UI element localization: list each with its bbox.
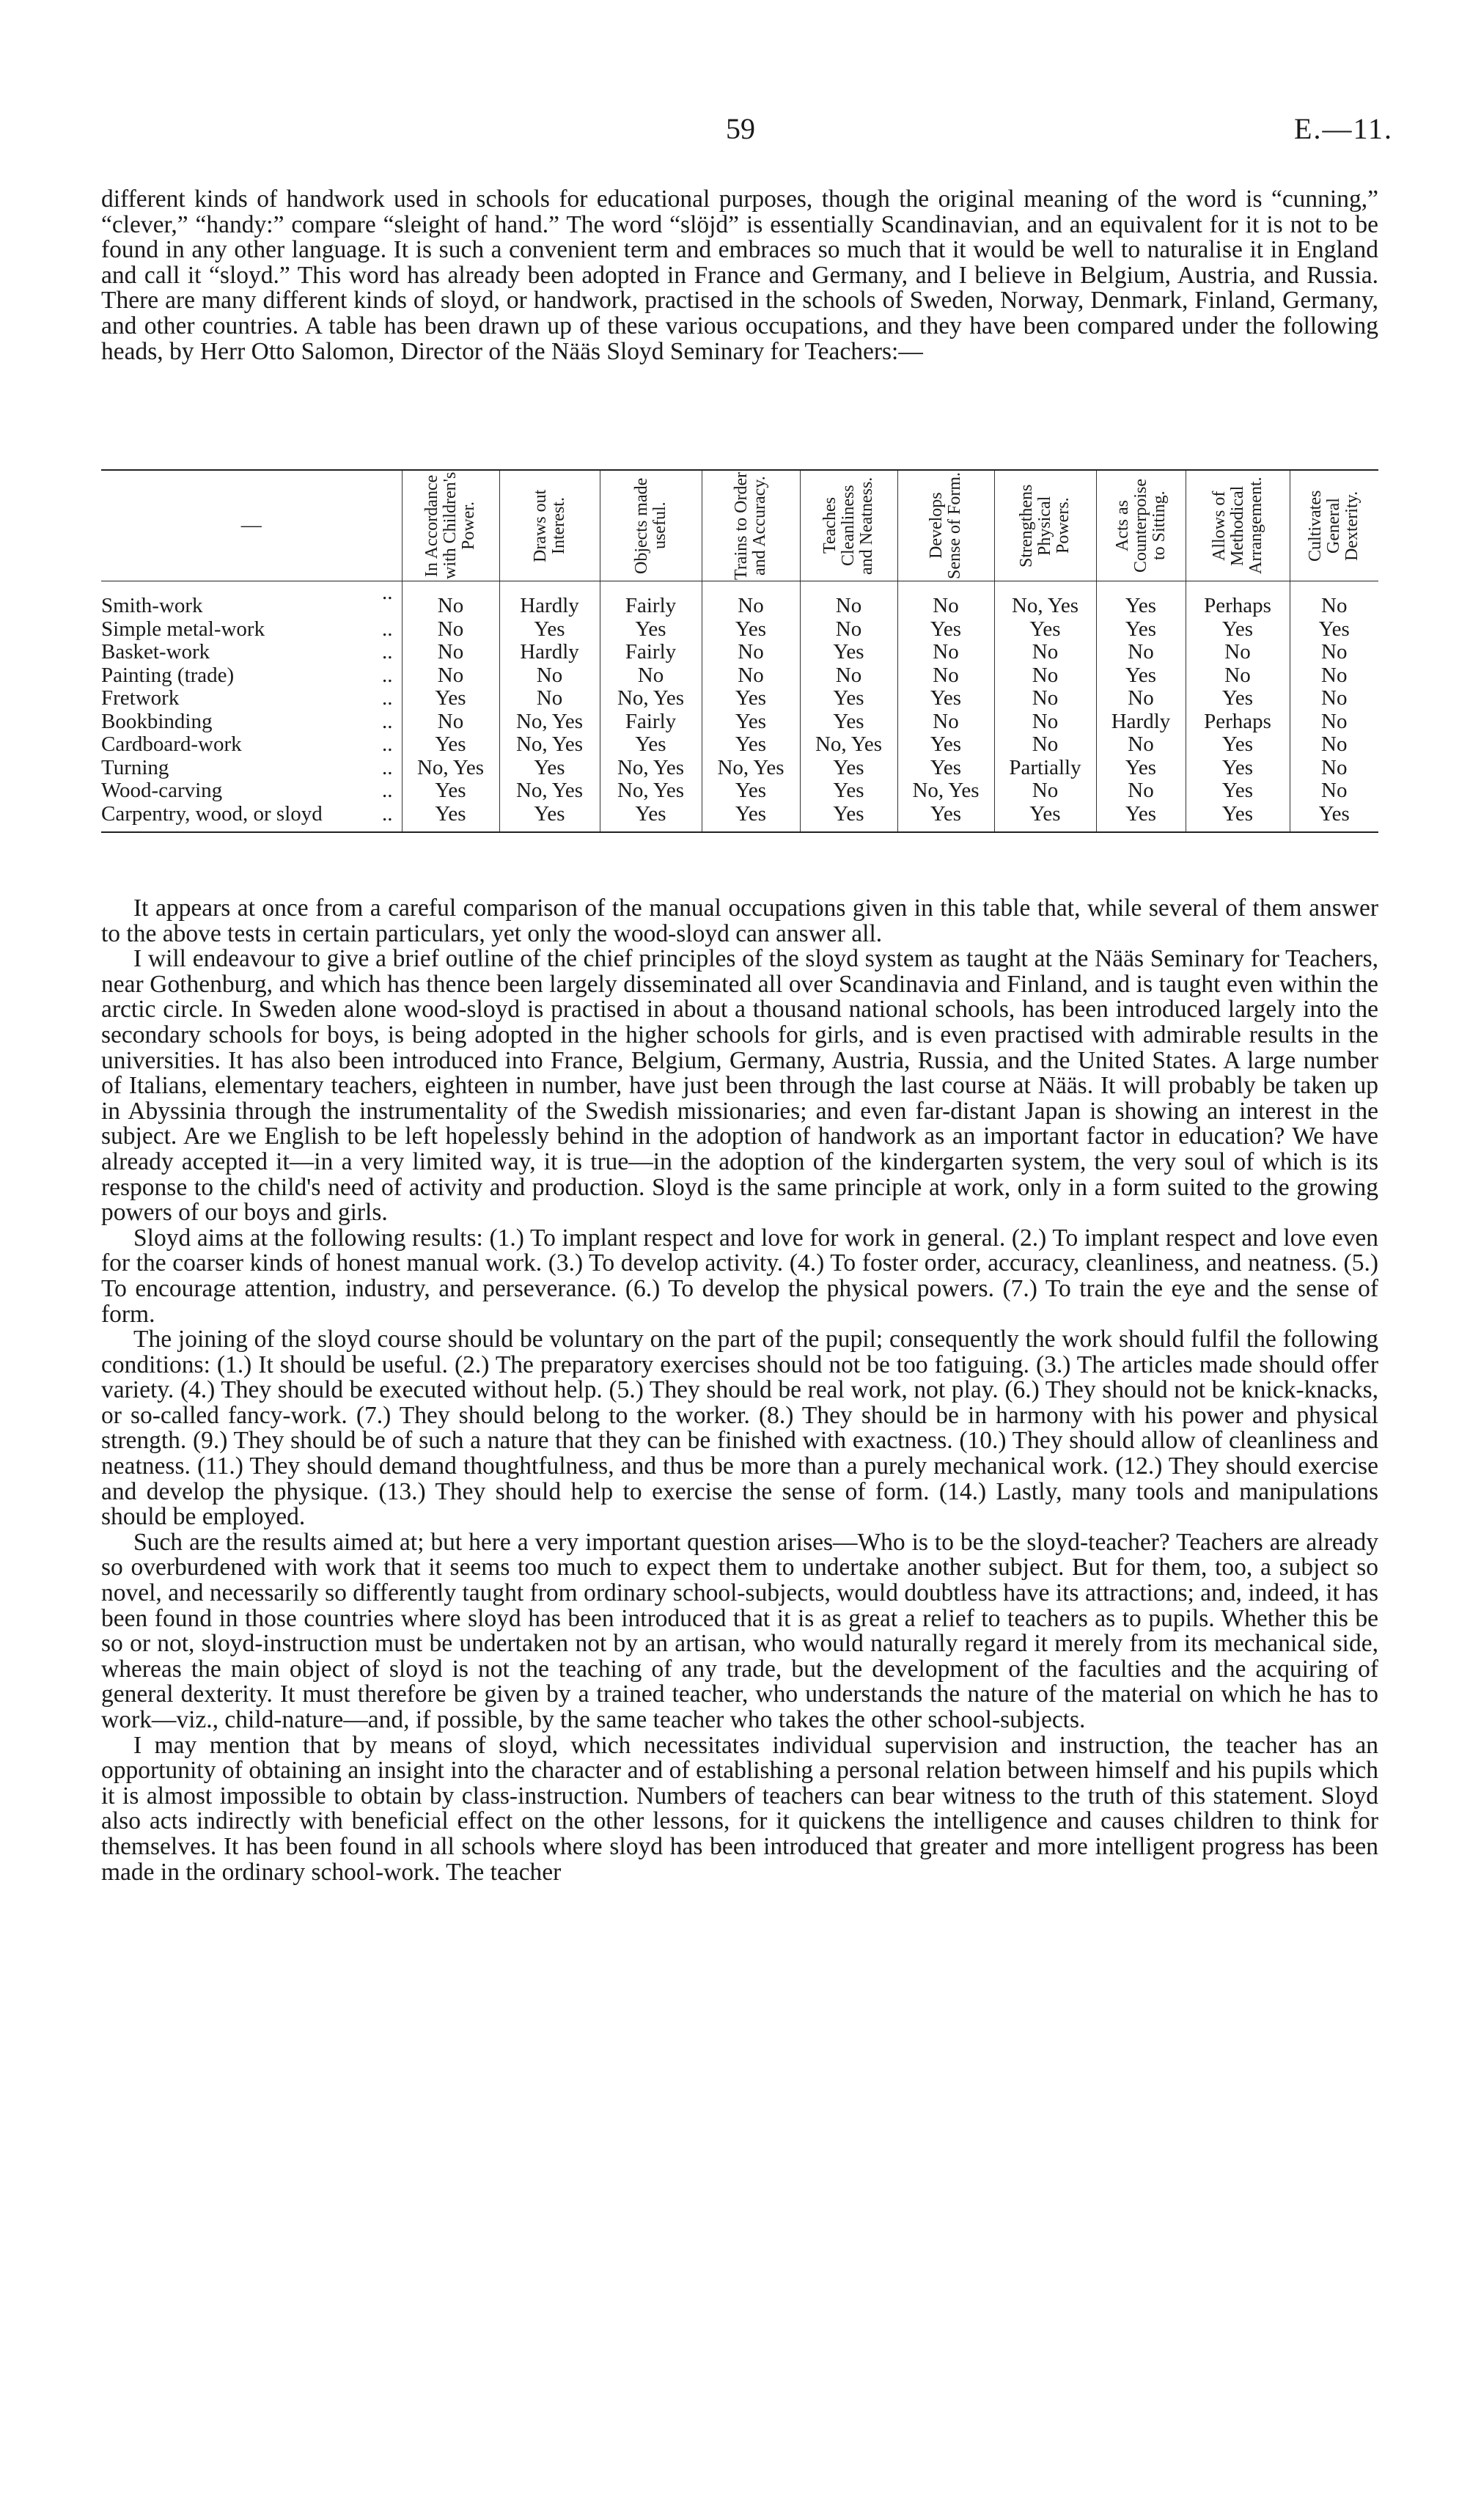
table-cell: Yes xyxy=(600,618,702,642)
row-label xyxy=(101,687,402,710)
table-cell: Yes xyxy=(600,803,702,833)
column-header-label: Objects made useful. xyxy=(631,477,669,574)
table-cell: No, Yes xyxy=(994,581,1096,618)
table-cell: Yes xyxy=(702,687,800,710)
table-cell: No xyxy=(800,618,897,642)
table-cell: No xyxy=(994,687,1096,710)
table-cell: No xyxy=(1290,664,1378,688)
table-cell: No, Yes xyxy=(499,733,600,757)
table-cell: No xyxy=(897,664,994,688)
table-row xyxy=(101,779,1378,803)
leader-dots: .. xyxy=(382,641,393,664)
table-cell: No xyxy=(994,710,1096,734)
table-cell: Yes xyxy=(994,803,1096,833)
table-row xyxy=(101,757,1378,780)
table-cell: No xyxy=(499,664,600,688)
paragraph: The joining of the sloyd course should be voluntary on the part of the pupil; consequently the work should fulfil the following conditions: (1.) It should be useful. (2.) The preparatory exercises should not be too fatiguing. (3.) The articles made should offer variety. (4.) They should be executed without help. (5.) They should be real work, not play. (6.) They should not be knick-knacks, or so-called fancy-work. (7.) They should belong to the worker. (8.) They should be in harmony with his power and physical strength. (9.) They should be of such a nature that they can be finished with exactness. (10.) They should allow of cleanliness and neatness. (11.) They should demand thoughtfulness, and thus be more than a purely mechanical work. (12.) They should exercise and develop the physique. (13.) They should help to exercise the sense of form. (14.) Lastly, many tools and manipulations should be employed. xyxy=(101,1326,1378,1531)
table-cell: No xyxy=(994,779,1096,803)
table-cell: Perhaps xyxy=(1186,710,1290,734)
table-cell: Yes xyxy=(1096,581,1186,618)
table-cell: Yes xyxy=(702,710,800,734)
table-cell: Yes xyxy=(402,733,499,757)
table-cell: No xyxy=(1290,581,1378,618)
column-header xyxy=(994,470,1096,581)
table-cell: Yes xyxy=(702,803,800,833)
paragraph: Such are the results aimed at; but here a very important question arises—Who is to be the sloyd-teacher? Teachers are already so overburdened with work that it seems too much to expect them to undertake another subject. But for them, too, a subject so novel, and necessarily so differently taught from ordinary school-subjects, would doubtless have its attractions; and, indeed, it has been found in those countries where sloyd has been introduced that it is as great a relief to teachers as to pupils. Whether this be so or not, sloyd-instruction must be undertaken not by an artisan, who would naturally regard it merely from its mechanical side, whereas the main object of sloyd is not the teaching of any trade, but the development of the faculties and the acquiring of general dexterity. It must therefore be given by a trained teacher, who understands the nature of the material on which he has to work—viz., child-nature—and, if possible, by the same teacher who takes the other school-subjects. xyxy=(101,1528,1378,1733)
table-cell: Yes xyxy=(1096,757,1186,780)
paragraph: Sloyd aims at the following results: (1.) To implant respect and love for work in general. (2.) To implant respect and love even for the coarser kinds of honest manual work. (3.) To develop activity. (4.) To foster order, accuracy, cleanliness, and neatness. (5.) To encourage attention, industry, and perseverance. (6.) To develop the physical powers. (7.) To train the eye and the sense of form. xyxy=(101,1224,1378,1328)
body-text xyxy=(101,896,1378,1885)
table-row xyxy=(101,733,1378,757)
table-cell: Yes xyxy=(1186,779,1290,803)
paragraph: I will endeavour to give a brief outline of the chief principles of the sloyd system as taught at the Nääs Seminary for Teachers, near Gothenburg, and which has thence been largely disseminated all over Scandinavia and Finland, and is taught even within the arctic circle. In Sweden alone wood-sloyd is practised in about a thousand national schools, has been introduced largely into the secondary schools for boys, is being adopted in the higher schools for girls, and is even practised with admirable results in the universities. It has also been introduced into France, Belgium, Germany, Austria, Russia, and the United States. A large number of Italians, elementary teachers, eighteen in number, have just been through the last course at Nääs. It will probably be taken up in Abyssinia through the instrumentality of the Swedish missionaries; and even far-distant Japan is showing an interest in the subject. Are we English to be left hopelessly behind in the adoption of handwork as an important factor in education? We have already accepted it—in a very limited way, it is true—in the adoption of the kindergarten system, the very soul of which is its response to the child's need of activity and production. Sloyd is the same principle at work, only in a form suited to the growing powers of our boys and girls. xyxy=(101,945,1378,1227)
table-row xyxy=(101,618,1378,642)
column-header-label: Allows of Methodical Arrangement. xyxy=(1209,477,1265,575)
table-cell: Yes xyxy=(1186,803,1290,833)
row-label xyxy=(101,710,402,734)
row-label xyxy=(101,664,402,688)
table-cell: No xyxy=(702,664,800,688)
table-cell: No, Yes xyxy=(499,710,600,734)
table-cell: No xyxy=(402,664,499,688)
table-cell: No xyxy=(1290,687,1378,710)
leader-dots: .. xyxy=(382,733,393,756)
row-label xyxy=(101,641,402,664)
table-cell: Yes xyxy=(1186,757,1290,780)
row-label xyxy=(101,733,402,757)
column-header xyxy=(897,470,994,581)
table-cell: No xyxy=(897,641,994,664)
table-cell: No xyxy=(1186,664,1290,688)
table-row xyxy=(101,687,1378,710)
table-cell: Yes xyxy=(800,641,897,664)
row-label xyxy=(101,779,402,803)
table-cell: Yes xyxy=(897,757,994,780)
table-cell: Yes xyxy=(1096,618,1186,642)
table-cell: Fairly xyxy=(600,581,702,618)
table-cell: Yes xyxy=(1290,618,1378,642)
stub-header: — xyxy=(101,470,402,581)
table-cell: No, Yes xyxy=(800,733,897,757)
row-label xyxy=(101,757,402,780)
table-row xyxy=(101,803,1378,833)
leader-dots: .. xyxy=(382,581,393,604)
table-cell: Hardly xyxy=(499,641,600,664)
row-label-text: Turning xyxy=(101,756,169,779)
table-row xyxy=(101,664,1378,688)
table-cell: No xyxy=(402,581,499,618)
table-cell: No xyxy=(800,581,897,618)
page-number: 59 xyxy=(726,112,755,145)
table-cell: Yes xyxy=(1186,733,1290,757)
column-header xyxy=(1096,470,1186,581)
table-cell: No xyxy=(1096,641,1186,664)
row-label-text: Basket-work xyxy=(101,641,210,664)
table-cell: No xyxy=(1290,757,1378,780)
table-cell: Yes xyxy=(800,779,897,803)
table-cell: No xyxy=(600,664,702,688)
table-cell: No, Yes xyxy=(600,687,702,710)
column-header-label: Draws out Interest. xyxy=(530,489,568,562)
row-label-text: Carpentry, wood, or sloyd xyxy=(101,802,323,826)
table-cell: Yes xyxy=(499,757,600,780)
column-header-label: In Accordance with Children's Power. xyxy=(422,471,478,580)
column-header-label: Teaches Cleanliness and Neatness. xyxy=(820,477,876,575)
table-cell: No xyxy=(994,641,1096,664)
table-cell: Yes xyxy=(1096,664,1186,688)
column-header xyxy=(402,470,499,581)
leader-dots: .. xyxy=(382,779,393,802)
table-cell: Yes xyxy=(800,803,897,833)
intro-text xyxy=(101,187,1378,364)
table-cell: No xyxy=(800,664,897,688)
table-cell: No, Yes xyxy=(600,779,702,803)
leader-dots: .. xyxy=(382,802,393,826)
table-cell: Yes xyxy=(897,618,994,642)
table-cell: Yes xyxy=(402,779,499,803)
table-cell: No xyxy=(897,710,994,734)
table-cell: No xyxy=(402,641,499,664)
column-header-label: Cultivates General Dexterity. xyxy=(1306,490,1362,562)
page-reference: E.—11. xyxy=(1294,112,1393,145)
column-header xyxy=(1186,470,1290,581)
table-row xyxy=(101,710,1378,734)
table-cell: No xyxy=(1290,733,1378,757)
table-cell: Yes xyxy=(702,618,800,642)
table-cell: Yes xyxy=(402,687,499,710)
table-cell: Fairly xyxy=(600,641,702,664)
table-cell: No xyxy=(1096,733,1186,757)
table-header-row xyxy=(101,470,1378,581)
paragraph: different kinds of handwork used in schools for educational purposes, though the original meaning of the word is “cunning,” “clever,” “handy:” compare “sleight of hand.” The word “slöjd” is essentially Scandinavian, and an equivalent for it is not to be found in any other language. It is such a convenient term and embraces so much that it would be well to naturalise it in England and call it “sloyd.” This word has already been adopted in France and Germany, and I believe in Belgium, Austria, and Russia. There are many different kinds of sloyd, or handwork, practised in the schools of Sweden, Norway, Denmark, Finland, Germany, and other countries. A table has been drawn up of these various occupations, and they have been compared under the following heads, by Herr Otto Salomon, Director of the Nääs Sloyd Seminary for Teachers:— xyxy=(101,185,1378,365)
column-header xyxy=(702,470,800,581)
table-cell: Hardly xyxy=(499,581,600,618)
paragraph: I may mention that by means of sloyd, which necessitates individual supervision and instruction, the teacher has an opportunity of obtaining an insight into the character and of establishing a personal relation between himself and his pupils which it is almost impossible to obtain by class-instruction. Numbers of teachers can bear witness to the truth of this statement. Sloyd also acts indirectly with beneficial effect on the other lessons, for it quickens the intelligence and causes children to think for themselves. It has been found in all schools where sloyd has been introduced that greater and more intelligent progress has been made in the ordinary school-work. The teacher xyxy=(101,1731,1378,1886)
table-cell: Yes xyxy=(600,733,702,757)
table-cell: Yes xyxy=(800,687,897,710)
table-cell: No xyxy=(499,687,600,710)
paragraph: It appears at once from a careful comparison of the manual occupations given in this table that, while several of them answer to the above tests in certain particulars, yet only the wood-sloyd can answer all. xyxy=(101,895,1378,947)
table-cell: Yes xyxy=(499,618,600,642)
row-label-text: Painting (trade) xyxy=(101,664,235,687)
table-cell: Yes xyxy=(1186,618,1290,642)
table-cell: No xyxy=(1096,779,1186,803)
table-cell: Yes xyxy=(402,803,499,833)
handwork-comparison-table xyxy=(101,469,1378,833)
table-cell: Yes xyxy=(1096,803,1186,833)
table-cell: No xyxy=(702,641,800,664)
leader-dots: .. xyxy=(382,756,393,779)
leader-dots: .. xyxy=(382,664,393,687)
row-label-text: Fretwork xyxy=(101,687,180,710)
row-label xyxy=(101,581,402,618)
column-header-label: Acts as Counterpoise to Sitting. xyxy=(1112,479,1169,573)
table-cell: No xyxy=(1096,687,1186,710)
column-header xyxy=(800,470,897,581)
table-cell: Yes xyxy=(897,687,994,710)
leader-dots: .. xyxy=(382,617,393,641)
column-header xyxy=(499,470,600,581)
column-header-label: Trains to Order and Accuracy. xyxy=(732,471,769,580)
table-cell: No xyxy=(897,581,994,618)
table-cell: No xyxy=(994,733,1096,757)
table-cell: No, Yes xyxy=(702,757,800,780)
table-cell: Hardly xyxy=(1096,710,1186,734)
column-header-label: Develops Sense of Form. xyxy=(927,472,964,579)
row-label-text: Cardboard-work xyxy=(101,733,242,756)
table-cell: Yes xyxy=(499,803,600,833)
table-cell: No xyxy=(1290,710,1378,734)
table-cell: No, Yes xyxy=(897,779,994,803)
row-label-text: Simple metal-work xyxy=(101,617,265,641)
table-cell: Fairly xyxy=(600,710,702,734)
table-cell: Yes xyxy=(702,733,800,757)
table-row xyxy=(101,641,1378,664)
table-cell: No xyxy=(994,664,1096,688)
table-cell: Yes xyxy=(897,733,994,757)
column-header xyxy=(1290,470,1378,581)
table-cell: No, Yes xyxy=(600,757,702,780)
table-cell: Yes xyxy=(800,757,897,780)
table-row xyxy=(101,581,1378,618)
table-cell: Yes xyxy=(1290,803,1378,833)
table-body xyxy=(101,581,1378,833)
leader-dots: .. xyxy=(382,687,393,710)
column-header xyxy=(600,470,702,581)
row-label-text: Smith-work xyxy=(101,594,203,617)
table-cell: Yes xyxy=(897,803,994,833)
table-cell: Perhaps xyxy=(1186,581,1290,618)
table-cell: Yes xyxy=(994,618,1096,642)
table-cell: Partially xyxy=(994,757,1096,780)
row-label xyxy=(101,618,402,642)
row-label xyxy=(101,803,402,833)
table-cell: No xyxy=(402,710,499,734)
table-cell: No, Yes xyxy=(402,757,499,780)
table-cell: No xyxy=(402,618,499,642)
leader-dots: .. xyxy=(382,710,393,733)
table-cell: No xyxy=(1290,641,1378,664)
table-cell: Yes xyxy=(1186,687,1290,710)
table-cell: No xyxy=(1186,641,1290,664)
table-cell: No xyxy=(1290,779,1378,803)
table-cell: Yes xyxy=(800,710,897,734)
row-label-text: Bookbinding xyxy=(101,710,213,733)
table-cell: Yes xyxy=(702,779,800,803)
row-label-text: Wood-carving xyxy=(101,779,223,802)
table-cell: No, Yes xyxy=(499,779,600,803)
column-header-label: Strengthens Physical Powers. xyxy=(1017,484,1073,567)
table-cell: No xyxy=(702,581,800,618)
